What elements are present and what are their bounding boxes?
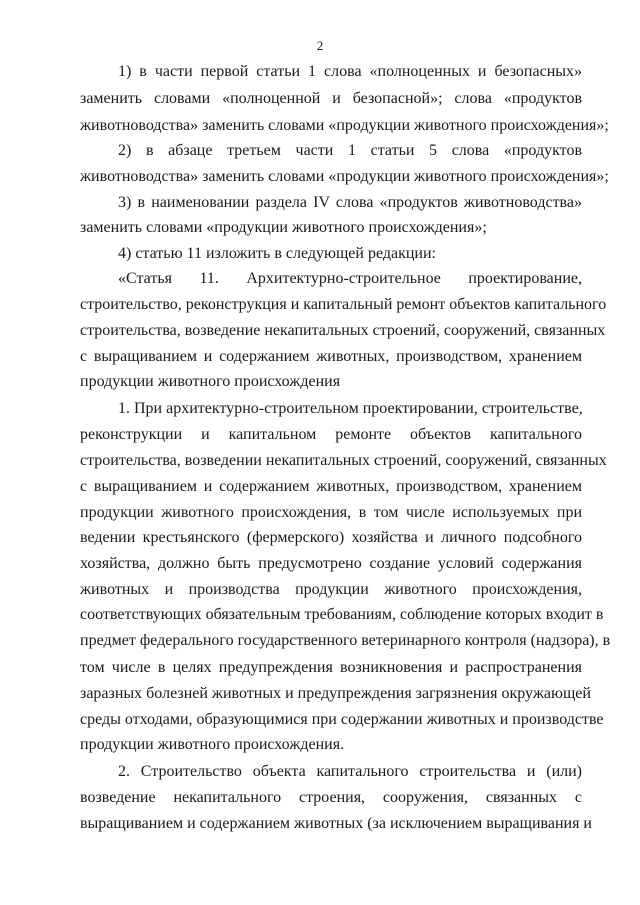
text-line: ведении крестьянского (фермерского) хозяйства и личного подсобного [80,529,582,546]
text-line: животноводства» заменить словами «продукции животного происхождения»; [80,117,609,134]
text-line: заменить словами «продукции животного происхождения»; [80,219,487,236]
text-line: выращиванием и содержанием животных (за исключением выращивания и [80,815,592,832]
text-line: с выращиванием и содержанием животных, производством, хранением [80,478,582,495]
text-line: 3) в наименовании раздела IV слова «продуктов животноводства» [118,194,582,211]
text-line: среды отходами, образующимися при содержании животных и производстве [80,711,604,728]
text-line: заразных болезней животных и предупреждения загрязнения окружающей [80,685,591,702]
text-line: предмет федерального государственного ветеринарного контроля (надзора), в [80,632,611,649]
text-line: 4) статью 11 изложить в следующей редакции: [118,245,436,262]
text-line: животных и производства продукции животного происхождения, [80,581,582,598]
text-line: строительство, реконструкция и капитальный ремонт объектов капитального [80,296,607,313]
text-line: 2. Строительство объекта капитального строительства и (или) [118,763,582,780]
text-line: «Статья 11. Архитектурно-строительное проектирование, [118,270,582,287]
text-line: продукции животного происхождения. [80,736,345,753]
text-line: строительства, возведении некапитальных строений, сооружений, связанных [80,452,607,469]
text-line: с выращиванием и содержанием животных, производством, хранением [80,348,582,365]
text-line: животноводства» заменить словами «продукции животного происхождения»; [80,168,609,185]
text-line: 1. При архитектурно-строительном проектировании, строительстве, [118,400,583,417]
text-line: возведение некапитального строения, сооружения, связанных с [80,789,582,806]
text-line: продукции животного происхождения, в том числе используемых при [80,504,582,521]
text-line: соответствующих обязательным требованиям, соблюдение которых входит в [80,606,604,623]
text-line: строительства, возведение некапитальных строений, сооружений, связанных [80,322,606,339]
text-line: реконструкции и капитальном ремонте объектов капитального [80,426,582,443]
text-line: продукции животного происхождения [80,373,341,390]
page-number: 2 [316,38,324,53]
text-line: том числе в целях предупреждения возникновения и распространения [80,659,582,676]
text-line: 2) в абзаце третьем части 1 статьи 5 слова «продуктов [118,142,582,159]
text-line: хозяйства, должно быть предусмотрено создание условий содержания [80,555,582,572]
text-line: заменить словами «полноценной и безопасной»; слова «продуктов [80,90,582,107]
text-line: 1) в части первой статьи 1 слова «полноценных и безопасных» [118,63,582,80]
